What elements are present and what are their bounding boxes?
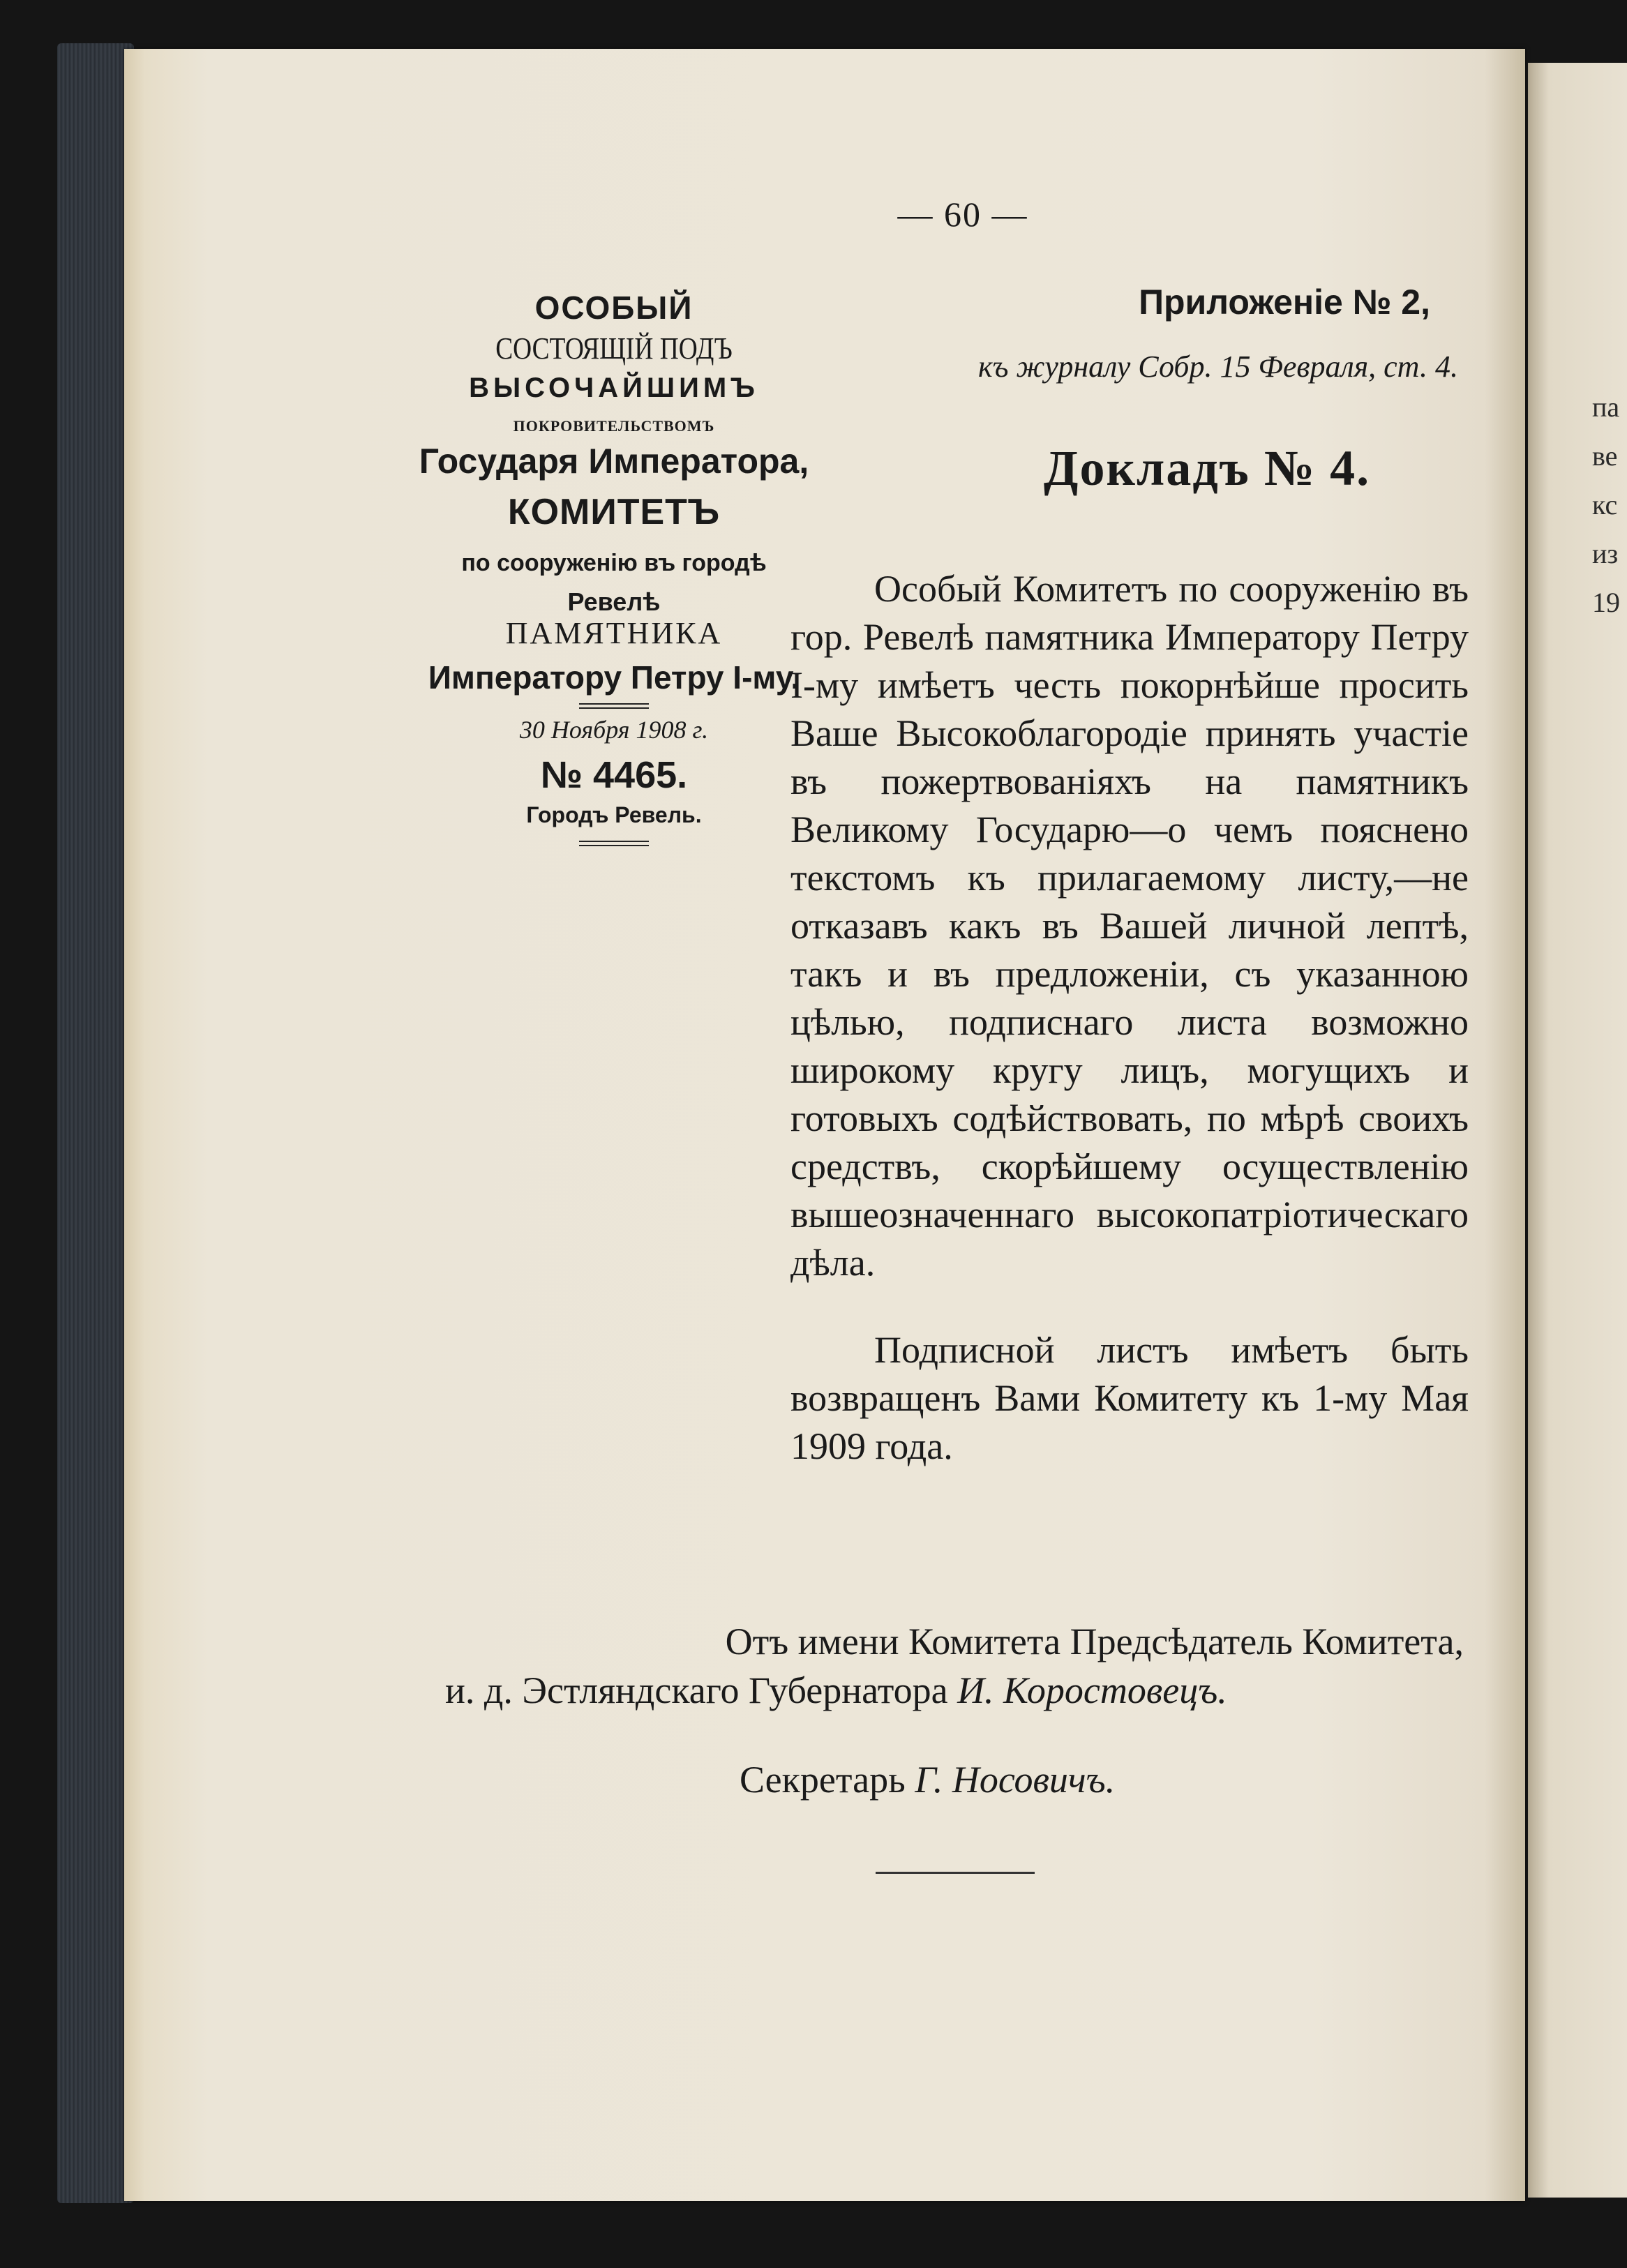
next-page-fragment: 19 bbox=[1592, 587, 1620, 618]
sidebar-line-peter: Императору Петру І-му. bbox=[428, 659, 800, 696]
sidebar-line-committee: КОМИТЕТЪ bbox=[507, 492, 721, 532]
next-page-fragment: кс bbox=[1592, 489, 1618, 520]
book-binding bbox=[57, 43, 134, 2203]
sidebar-date: 30 Ноября 1908 г. bbox=[519, 716, 709, 744]
signature-name: И. Коростовецъ. bbox=[957, 1669, 1227, 1711]
journal-reference: къ журналу Собр. 15 Февраля, ст. 4. bbox=[978, 350, 1458, 384]
sidebar-line-highest: ВЫСОЧАЙШИМЪ bbox=[469, 373, 759, 403]
sidebar-line-under: СОСТОЯЩІЙ ПОДЪ bbox=[495, 331, 733, 366]
sidebar-line-emperor: Государя Императора, bbox=[419, 442, 809, 481]
signature-line-2 bbox=[445, 1666, 1478, 1715]
body-text bbox=[790, 565, 1469, 1471]
secretary-name: Г. Носовичъ. bbox=[915, 1759, 1116, 1801]
secretary-line bbox=[740, 1758, 1228, 1801]
report-title: Докладъ № 4. bbox=[1043, 440, 1371, 496]
signature-block bbox=[445, 1617, 1478, 1715]
sidebar-line-construction: по сооруженію въ городѣ bbox=[461, 550, 767, 576]
sidebar-line-patronage: ПОКРОВИТЕЛЬСТВОМЪ bbox=[513, 417, 715, 435]
sidebar-double-rule bbox=[579, 841, 649, 846]
sidebar-double-rule bbox=[579, 703, 649, 709]
signature-line-1: Отъ имени Комитета Предсѣдатель Комитета, bbox=[725, 1621, 1464, 1662]
sidebar-line-monument: ПАМЯТНИКА bbox=[505, 616, 723, 650]
next-page-edge bbox=[1528, 63, 1627, 2198]
page-number: — 60 — bbox=[897, 195, 1028, 234]
sidebar-line-revel: Ревелѣ bbox=[567, 587, 661, 616]
secretary-label: Секретарь bbox=[740, 1759, 906, 1801]
closing-rule bbox=[876, 1872, 1035, 1874]
sidebar-city: Городъ Ревель. bbox=[526, 802, 702, 827]
body-paragraph-1: Особый Комитетъ по сооруженію въ гор. Ревелѣ памятника Императору Петру І-му имѣетъ честь покорнѣйше просить Ваше Высокоблагородіе принять участіе въ пожертвованіяхъ на памятникъ Великому Государю—о чемъ пояснено текстомъ къ прилагаемому листу,—не отказавъ какъ въ Вашей личной лептѣ, такъ и въ предложеніи, съ указанною цѣлью, подписнаго листа возможно широкому кругу лицъ, могущихъ и готовыхъ содѣйствовать, по мѣрѣ своихъ средствъ, скорѣйшему осуществленію вышеозначеннаго высокопатріотическаго дѣла. bbox=[790, 568, 1469, 1284]
body-paragraph-2: Подписной листъ имѣетъ быть возвращенъ Вами Комитету къ 1-му Мая 1909 года. bbox=[790, 1329, 1469, 1467]
appendix-label: Приложеніе № 2, bbox=[1139, 283, 1430, 322]
next-page-fragment: ве bbox=[1592, 440, 1618, 472]
sidebar-number: № 4465. bbox=[540, 754, 688, 796]
sidebar-line-special: ОСОБЫЙ bbox=[534, 290, 693, 326]
signature-governor: и. д. Эстляндскаго Губернатора bbox=[445, 1669, 948, 1711]
next-page-fragment: па bbox=[1592, 391, 1620, 423]
next-page-fragment: из bbox=[1592, 538, 1619, 569]
